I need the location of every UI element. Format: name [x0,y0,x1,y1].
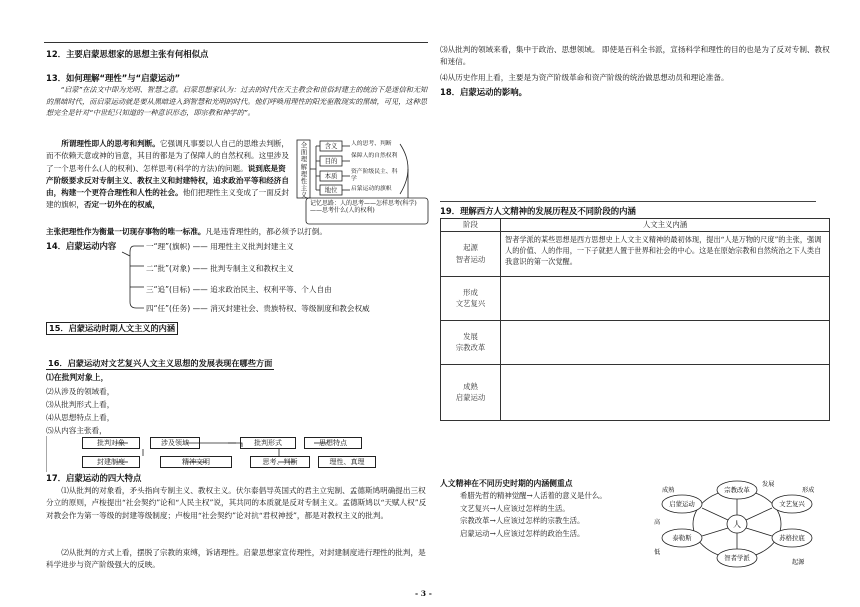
question-13: 13．如何理解“理性”与“启蒙运动” [46,73,181,83]
question-12: 12．主要启蒙思想家的思想主张有何相似点 [46,49,209,59]
q14-item-4: 四“任”(任务) —— 消灭封建社会、贵族特权、等级制度和教会权威 [146,304,370,313]
table-row [441,276,830,320]
q13-paragraph-2: 所谓理性即人的思考和判断。它强调凡事要以人自己的思维去判断，而不依赖天意或神的旨意，其目的都是为了保障人的自然权利。这里涉及了一个思考什么(人的权利)、怎样思考(科学的方法)的问题。说到底是资产阶级要求反对专制主义、教权主义和封建特权，追求政治平等和经济自由，构建一个更符合理性和人性的社会。他们把理性主义变成了一面反封建的旗帜，否定一切外在的权威， [46,139,289,210]
cycle-label-3: 起源 [792,559,805,566]
question-17: 17．启蒙运动的四大特点 [46,473,142,483]
cycle-node-2: 文艺复兴 [779,500,805,508]
flow-top-2: 涉及领域 [150,437,200,449]
diagram-box-meaning: 含义 [324,142,338,150]
q14-item-1: 一“理”(旗帜) —— 用理性主义批判封建主义 [146,242,294,251]
table-row-substage: 智者运动 [455,254,486,264]
list-item: 启蒙运动→人应该过怎样的政治生活。 [460,528,585,538]
table-row-substage: 宗教改革 [455,343,486,353]
flow-bottom-3: 思考、判断 [250,456,310,468]
q17-paragraph-3: ⑶从批判的领域来看，集中于政治、思想领域。 即使是百科全书派，宣扬科学和理性的目的也是为了反对专制、教权和迷信。 [440,45,830,67]
diagram-item-2: 保障人的自然权利 [351,153,398,159]
cycle-node-1: 宗教改革 [724,486,750,494]
flow-top-4: 思想特点 [304,437,362,449]
q16-item-1: ⑴在批判对象上， [46,373,109,382]
table-row-substage: 文艺复兴 [455,299,486,309]
list-item: 希腊先哲的精神觉醒→人活着的意义是什么。 [460,491,607,500]
cycle-label-2: 形成 [802,487,815,494]
table-header-content: 人文主义内涵 [501,219,830,232]
q17-paragraph-2: ⑵从批判的方式上看，摆脱了宗教的束缚，诉诸理性。启蒙思想家宣传理性，对封建制度进行理性的批判，是科学进步与资产阶级强大的反映。 [46,548,426,570]
cycle-label-6: 低 [654,549,661,556]
question-16: 16．启蒙运动对文艺复兴人文主义思想的发展表现在哪些方面 [48,358,273,368]
cycle-node-5: 泰勒斯 [672,534,692,542]
flow-bottom-1: 封建制度 [82,456,140,468]
table-row-content[interactable] [501,320,830,364]
q13-paragraph-1: “启蒙”在法文中即为光明、智慧之意。启蒙思想家认为：过去的时代在天主教会和世俗封建主的统治下是迷信和无知的黑暗时代，而启蒙运动就是要从黑暗进入到智慧和光明的时代。他们呼唤用理性的阳光驱散现实的黑暗，可见，这种思想完全是针对“中世纪只知道的一种意识形态，即宗教和神学的”。 [46,85,428,118]
diagram-box-essence: 本质 [324,172,338,180]
question-19: 19．理解西方人文精神的发展历程及不同阶段的内涵 [440,206,636,216]
table-header-stage: 阶段 [441,219,501,232]
q16-item-2: ⑵从涉及的领域看， [46,387,115,396]
diagram-vertical-label: 全面理解理性主义 [300,141,308,200]
table-row [441,364,830,420]
list-item: 宗教改革→人应该过怎样的宗教生活。 [460,516,585,526]
cycle-node-3: 苏格拉底 [779,534,805,542]
question-14: 14．启蒙运动内容 [46,241,117,251]
q17-paragraph-1: ⑴从批判的对象看，矛头指向专制主义、教权主义。伏尔泰倡导英国式的君主立宪制、孟德斯鸠明确提出三权分立的原则，卢梭提出“社会契约”论和“人民主权”说，其共同的本质就是反对专制主义。孟德斯鸠以“天赋人权”反对教会作为第一等级的封建等级制度；卢梭用“社会契约”论对抗“君权神授”，都是对教权主义的批判。 [46,486,427,520]
table-row-content[interactable] [501,276,830,320]
table-row [441,231,830,276]
q14-brace [100,242,146,310]
table-row-substage: 启蒙运动 [455,393,486,403]
flow-bottom-4: 理性、真理 [318,456,376,468]
page-number: - 3 - [415,589,432,598]
cycle-label-4: 高 [654,519,661,526]
cycle-label-1: 发展 [762,481,775,488]
diagram-box-status: 地位 [324,186,338,194]
q14-item-2: 二“批”(对象) —— 批判专制主义和教权主义 [146,264,294,273]
cycle-center: 人 [733,520,741,529]
q13-paragraph-3: 主张把理性作为衡量一切现存事物的唯一标准。凡是违背理性的，都必须予以打倒。 [46,227,327,236]
table-row-stage: 发展 [463,331,478,341]
table-row [441,320,830,364]
diagram-box-purpose: 目的 [324,157,338,165]
q18-rule [440,201,816,202]
q16-item-3: ⑶从批判形式上看， [46,400,115,409]
flow-bottom-2: 精神文明 [160,456,232,468]
table-row-stage: 形成 [463,287,478,297]
question-18: 18．启蒙运动的影响。 [440,87,528,97]
diagram-memo: 记忆思路：人的思考——怎样思考(科学)——思考什么(人的权利) [310,200,417,215]
table-row-content[interactable] [501,364,830,420]
cycle-label-5: 成熟 [662,487,675,494]
cycle-node-4: 智者学派 [724,554,750,562]
header-rule [44,42,428,43]
table-header-row [441,219,830,232]
emphasis-list [460,490,607,540]
q17-paragraph-4: ⑷从历史作用上看，主要是为资产阶级革命和资产阶级的统治做思想动员和理论准备。 [440,73,729,82]
emphasis-title: 人文精神在不同历史时期的内涵侧重点 [440,479,573,488]
flow-top-3: 批判形式 [240,437,296,449]
q16-item-4: ⑷从思想特点上看， [46,413,115,422]
q16-item-5: ⑸从内容主张看， [46,426,107,435]
cycle-node-6: 启蒙运动 [669,500,695,508]
list-item: 文艺复兴→人应该过怎样的生活。 [460,503,570,513]
diagram-item-4: 启蒙运动的旗帜 [351,186,392,192]
q14-item-3: 三“追”(目标) —— 追求政治民主、权利平等、个人自由 [146,285,332,294]
question-15: 15．启蒙运动时期人文主义的内涵 [46,322,178,335]
table-row-content: 智者学派的某些思想是西方思想史上人文主义精神的最初体现，提出“人是万物的尺度”的主张，强调人的价值、人的作用，一下子就把人置于世界和社会的中心。这是在原始宗教和自然统治之下人类自我意识的第一次觉醒。 [501,231,830,276]
diagram-item-1: 人的思考、判断 [351,141,392,147]
humanism-table [440,218,830,421]
humanism-cycle-diagram [652,480,822,570]
table-row-stage: 起源 [463,243,478,252]
diagram-item-3: 资产阶级民主、科学 [351,169,398,182]
table-row-stage: 成熟 [463,381,478,391]
rationalism-diagram [296,138,430,226]
flow-top-1: 批判对象 [82,437,140,449]
